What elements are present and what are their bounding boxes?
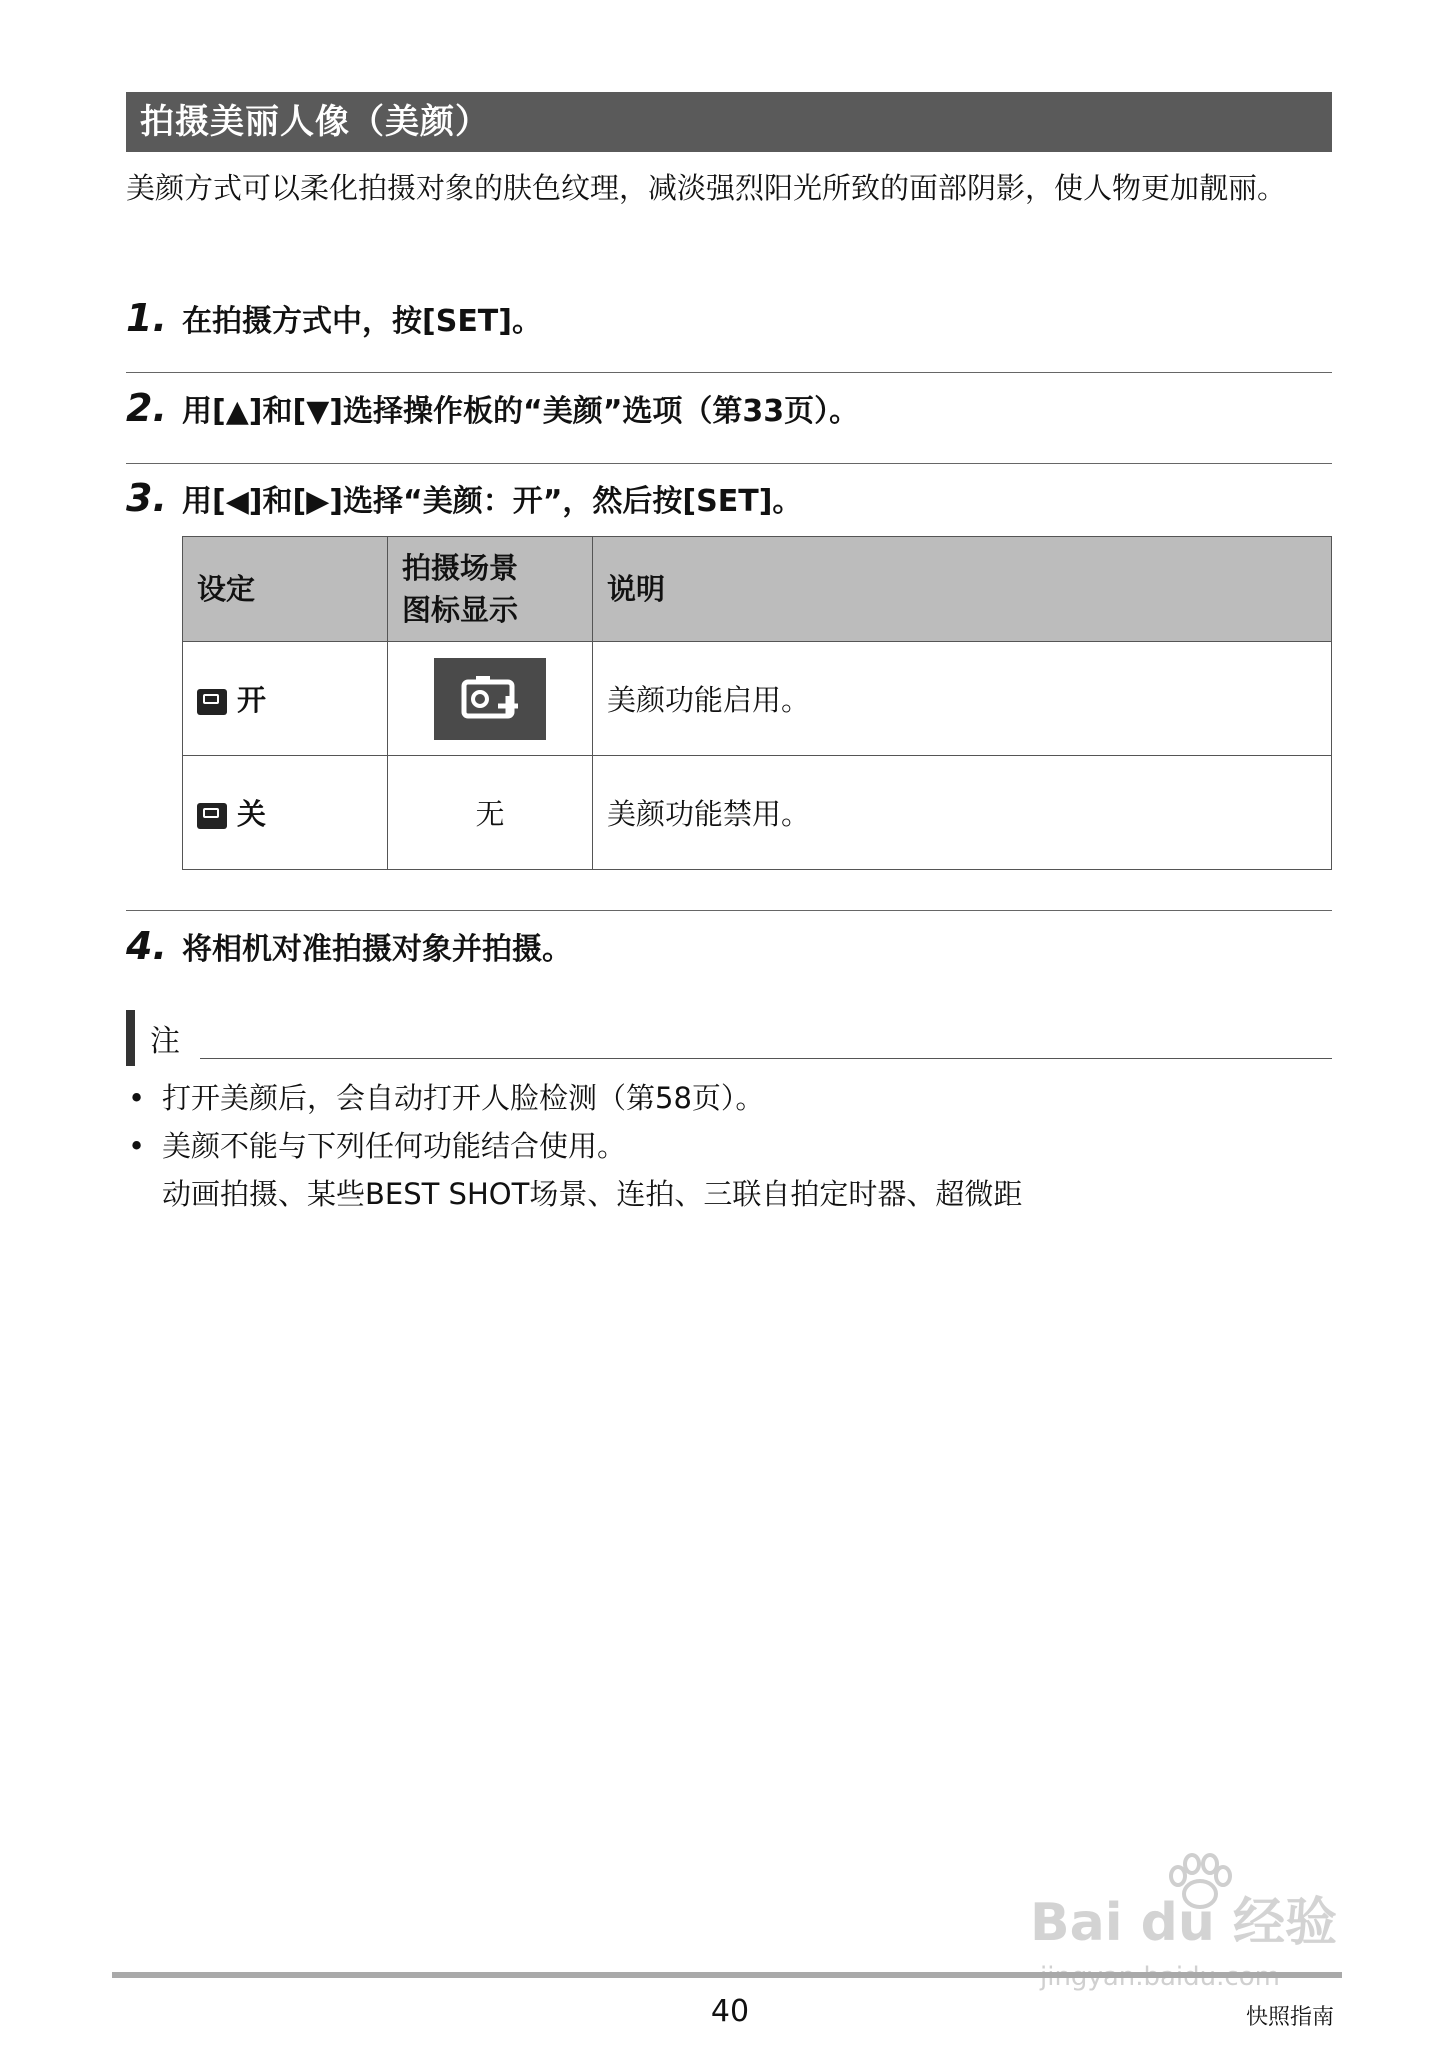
- list-item: [126, 1122, 1336, 1218]
- scene-icon-cell: [388, 642, 593, 756]
- step-text: 用[▲]和[▼]选择操作板的“美颜”选项（第33页）。: [182, 394, 860, 429]
- beauty-scene-icon: [434, 658, 546, 740]
- note-divider: [200, 1058, 1332, 1059]
- step-3: [126, 474, 802, 522]
- header-setting: 设定: [183, 537, 388, 642]
- beauty-off-icon: [197, 803, 227, 829]
- header-scene-line2: 图标显示: [402, 593, 519, 627]
- note-list: [126, 1074, 1336, 1218]
- step-2: [126, 384, 859, 432]
- note-continuation: 动画拍摄、某些BEST SHOT场景、连拍、三联自拍定时器、超微距: [162, 1177, 1023, 1211]
- scene-icon-cell: 无: [388, 756, 593, 870]
- description-cell: 美颜功能启用。: [593, 642, 1332, 756]
- note-label: 注: [150, 1024, 180, 1059]
- watermark-logo: Bai du 经验: [1030, 1893, 1337, 1953]
- description-cell: 美颜功能禁用。: [593, 756, 1332, 870]
- intro-paragraph: 美颜方式可以柔化拍摄对象的肤色纹理，减淡强烈阳光所致的面部阴影，使人物更加靓丽。: [126, 171, 1287, 205]
- setting-cell: [183, 756, 388, 870]
- bullet-icon: •: [128, 1081, 146, 1115]
- divider: [126, 372, 1332, 373]
- list-item: [126, 1074, 1336, 1122]
- table-header-row: [183, 537, 1332, 642]
- header-scene-icon: [388, 537, 593, 642]
- setting-label: 关: [237, 797, 267, 831]
- beauty-on-icon: [197, 689, 227, 715]
- step-number: 4.: [126, 924, 167, 968]
- note-text: 打开美颜后，会自动打开人脸检测（第58页）。: [162, 1081, 765, 1115]
- section-title: 拍摄美丽人像（美颜）: [126, 92, 1332, 152]
- note-text: 美颜不能与下列任何功能结合使用。: [162, 1129, 627, 1163]
- setting-cell: [183, 642, 388, 756]
- step-1: [126, 294, 542, 342]
- table-row: [183, 642, 1332, 756]
- divider: [126, 910, 1332, 911]
- bullet-icon: •: [128, 1129, 146, 1163]
- step-text: 将相机对准拍摄对象并拍摄。: [182, 932, 572, 967]
- setting-label: 开: [237, 683, 267, 717]
- note-marker: [126, 1010, 135, 1066]
- table-row: [183, 756, 1332, 870]
- header-description: 说明: [593, 537, 1332, 642]
- step-number: 2.: [126, 386, 167, 430]
- footer-divider: [112, 1972, 1342, 1978]
- step-number: 1.: [126, 296, 167, 340]
- page-number: 40: [710, 1994, 750, 2029]
- settings-table: [182, 536, 1332, 870]
- footer-label: 快照指南: [1245, 2005, 1334, 2030]
- step-text: 在拍摄方式中，按[SET]。: [182, 304, 542, 339]
- divider: [126, 463, 1332, 464]
- step-number: 3.: [126, 476, 167, 520]
- step-4: [126, 922, 572, 970]
- step-text: 用[◀]和[▶]选择“美颜：开”，然后按[SET]。: [182, 484, 803, 519]
- header-scene-line1: 拍摄场景: [402, 551, 519, 585]
